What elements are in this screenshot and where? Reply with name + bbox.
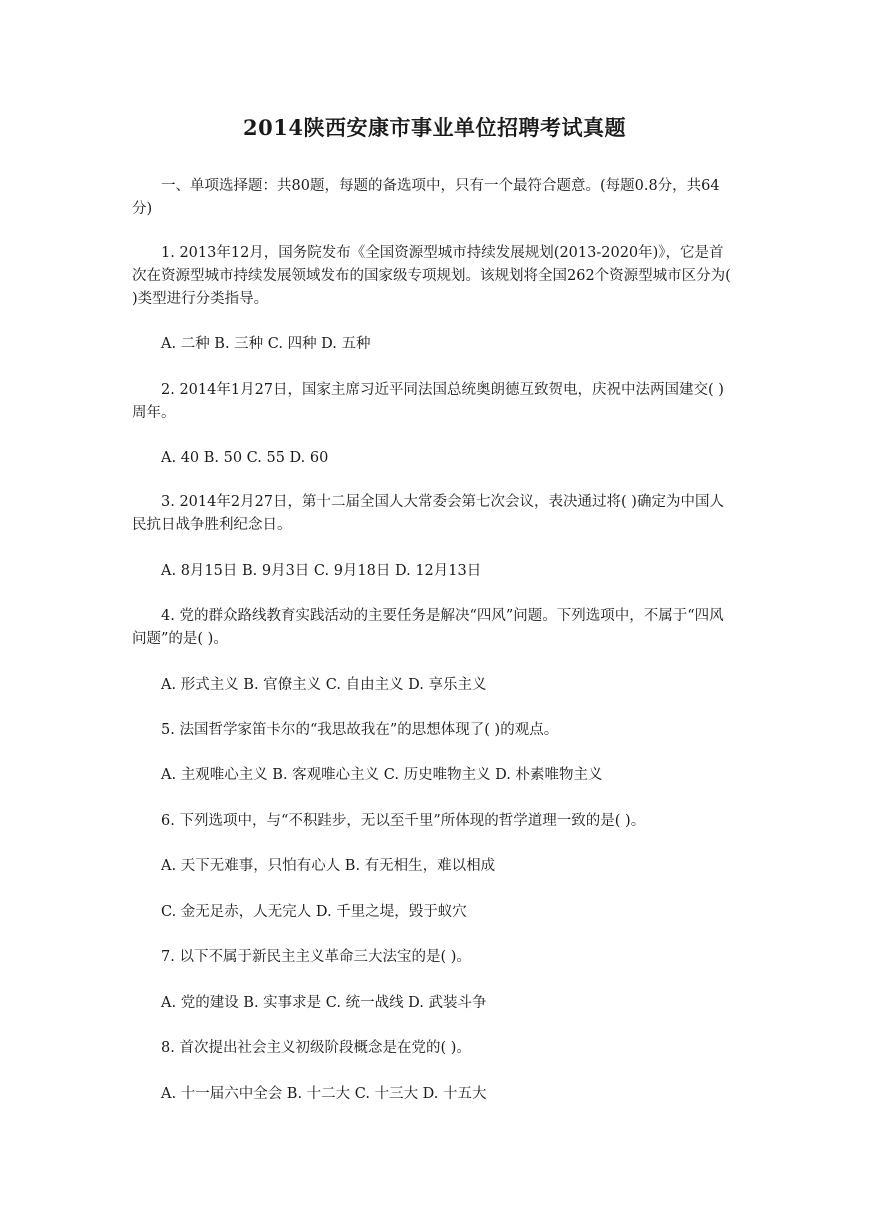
question-2-options: A. 40 B. 50 C. 55 D. 60 [161,450,329,466]
question-1-options: A. 二种 B. 三种 C. 四种 D. 五种 [161,336,371,352]
question-4-stem: 4. 党的群众路线教育实践活动的主要任务是解决“四风”问题。下列选项中，不属于“四风问题”的是( )。 [132,608,724,647]
question-1-stem: 1. 2013年12月，国务院发布《全国资源型城市持续发展规划(2013-2020年)》，它是首次在资源型城市持续发展领域发布的国家级专项规划。该规划将全国262个资源型城市区分为( )类型进行分类指导。 [132,245,731,307]
question-2-stem: 2. 2014年1月27日，国家主席习近平同法国总统奥朗德互致贺电，庆祝中法两国建交( )周年。 [132,382,724,421]
document-title: 2014陕西安康市事业单位招聘考试真题 [243,115,626,140]
question-3-options: A. 8月15日 B. 9月3日 C. 9月18日 D. 12月13日 [161,563,482,579]
question-4-options: A. 形式主义 B. 官僚主义 C. 自由主义 D. 享乐主义 [161,677,487,693]
question-7-stem: 7. 以下不属于新民主主义革命三大法宝的是( )。 [161,949,471,965]
question-6-stem: 6. 下列选项中，与“不积跬步，无以至千里”所体现的哲学道理一致的是( )。 [161,813,646,829]
question-5-stem: 5. 法国哲学家笛卡尔的“我思故我在”的思想体现了( )的观点。 [161,722,559,738]
question-7-options: A. 党的建设 B. 实事求是 C. 统一战线 D. 武装斗争 [161,995,487,1011]
question-6-options-line-2: C. 金无足赤，人无完人 D. 千里之堤，毁于蚁穴 [161,904,467,920]
section-heading: 一、单项选择题：共80题，每题的备选项中，只有一个最符合题意。(每题0.8分，共64分) [132,178,720,217]
question-3-stem: 3. 2014年2月27日，第十二届全国人大常委会第七次会议，表决通过将( )确定为中国人民抗日战争胜利纪念日。 [132,494,724,533]
question-5-options: A. 主观唯心主义 B. 客观唯心主义 C. 历史唯物主义 D. 朴素唯物主义 [161,767,603,783]
question-8-options: A. 十一届六中全会 B. 十二大 C. 十三大 D. 十五大 [161,1086,487,1102]
question-6-options-line-1: A. 天下无难事，只怕有心人 B. 有无相生，难以相成 [161,858,496,874]
question-8-stem: 8. 首次提出社会主义初级阶段概念是在党的( )。 [161,1040,471,1056]
